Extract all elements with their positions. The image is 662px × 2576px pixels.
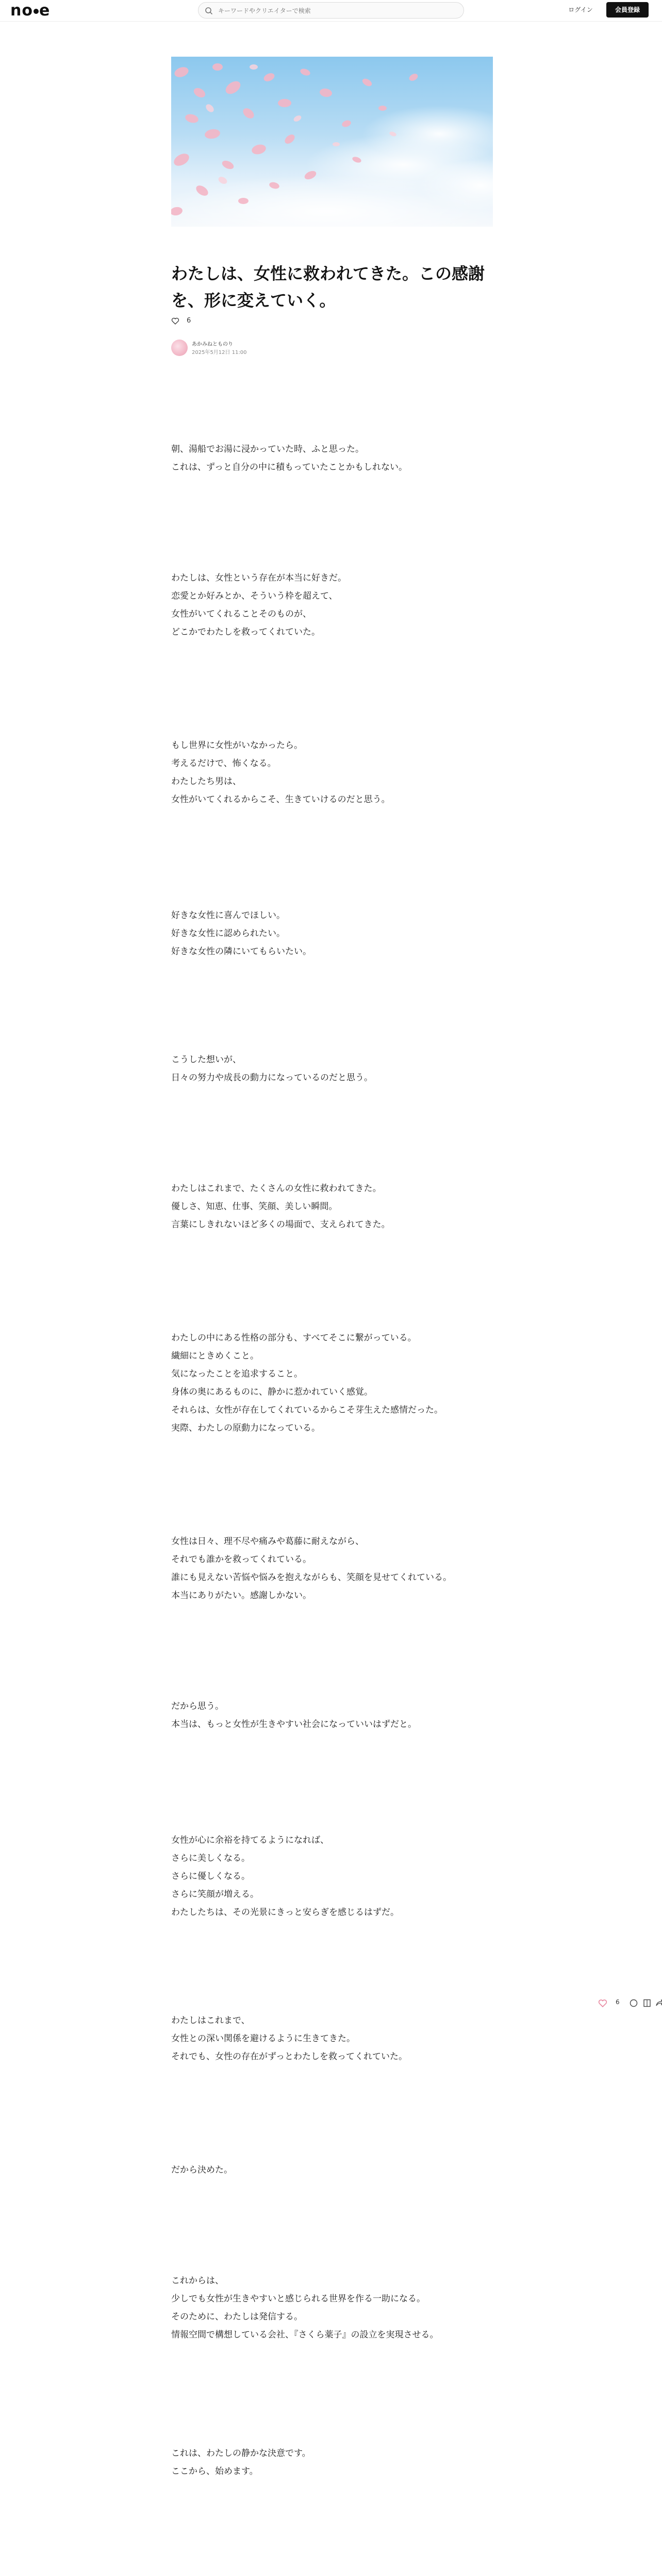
paragraph-line: わたしたち男は、 [171,776,241,787]
paragraph-line: これは、ずっと自分の中に積もっていたことかもしれない。 [171,462,407,472]
article-paragraph [171,1051,493,1087]
article-paragraph [171,737,493,809]
paragraph-line: こうした想いが、 [171,1055,241,1065]
article-paragraph [171,2272,493,2344]
paragraph-line: 誰にも見えない苦悩や悩みを抱えながらも、笑顔を見せてくれている。 [171,1572,452,1583]
paragraph-line: これからは、 [171,2276,224,2286]
bookmark-icon[interactable] [642,1998,652,2008]
paragraph-line: だから思う。 [171,1701,224,1711]
paragraph-line: さらに美しくなる。 [171,1853,250,1863]
paragraph-line: 本当は、もっと女性が生きやすい社会になっていいはずだと。 [171,1719,417,1730]
paragraph-line: 女性は日々、理不尽や痛みや葛藤に耐えながら、 [171,1536,364,1547]
hero-image-cherry-blossoms-sky [171,57,493,227]
paragraph-line: 日々の努力や成長の動力になっているのだと思う。 [171,1073,373,1083]
paragraph-line: 恋愛とか好みとか、そういう枠を超えて、 [171,591,338,601]
article-paragraph [171,1180,493,1234]
paragraph-line: 考えるだけで、怖くなる。 [171,758,276,769]
paragraph-line: それでも、女性の存在がずっとわたしを救ってくれていた。 [171,2052,407,2062]
paragraph-line: 好きな女性に認められたい。 [171,928,285,939]
article-paragraph [171,2012,493,2066]
floating-like-heart-icon[interactable] [598,1998,607,2008]
paragraph-line: 実際、わたしの原動力になっている。 [171,1423,320,1433]
paragraph-line: 女性がいてくれるからこそ、生きていけるのだと思う。 [171,794,390,805]
search-input[interactable] [218,6,455,16]
paragraph-line: それらは、女性が存在してくれているからこそ芽生えた感情だった。 [171,1405,443,1415]
paragraph-line: 身体の奥にあるものに、静かに惹かれていく感覚。 [171,1387,373,1397]
paragraph-line: わたしの中にある性格の部分も、すべてそこに繋がっている。 [171,1333,417,1343]
heart-icon[interactable] [171,317,179,325]
paragraph-line: わたしたちは、その光景にきっと安らぎを感じるはずだ。 [171,1907,399,1918]
note-logo[interactable]: no e [10,2,51,20]
paragraph-line: それでも誰かを救ってくれている。 [171,1554,311,1565]
article-paragraph [171,440,493,477]
paragraph-line: 本当にありがたい。感謝しかない。 [171,1590,311,1601]
article-paragraph [171,1698,493,1734]
publish-date: 2025年5月12日 11:00 [192,350,247,355]
paragraph-line: 少しでも女性が生きやすいと感じられる世界を作る一助になる。 [171,2294,425,2304]
paragraph-line: 好きな女性の隣にいてもらいたい。 [171,946,311,957]
paragraph-line: さらに笑顔が増える。 [171,1889,259,1900]
article-paragraph [171,569,493,641]
article-title: わたしは、女性に救われてきた。この感謝を、形に変えていく。 [171,264,485,310]
paragraph-line: わたしは、女性という存在が本当に好きだ。 [171,573,346,583]
paragraph-line: 情報空間で構想している会社、『さくら薬子』の設立を実現させる。 [171,2330,439,2340]
paragraph-line: 言葉にしきれないほど多くの場面で、支えられてきた。 [171,1219,390,1230]
paragraph-line: 朝、湯船でお湯に浸かっていた時、ふと思った。 [171,444,364,454]
paragraph-line: もし世界に女性がいなかったら。 [171,740,303,751]
article-paragraph [171,2161,493,2179]
share-icon[interactable] [655,1998,662,2008]
paragraph-line: だから決めた。 [171,2165,233,2175]
comment-icon[interactable] [629,1998,638,2008]
paragraph-line: さらに優しくなる。 [171,1871,250,1882]
paragraph-line: 女性との深い関係を避けるように生きてきた。 [171,2033,355,2044]
search-bar[interactable] [198,2,464,19]
paragraph-line: 女性がいてくれることそのものが、 [171,609,311,619]
floating-action-bar [598,1996,662,2012]
author-avatar[interactable] [171,340,188,356]
article-paragraph [171,2445,493,2481]
search-icon [205,7,213,15]
paragraph-line: これは、わたしの静かな決意です。 [171,2448,311,2459]
author-info[interactable] [171,337,377,358]
paragraph-line: どこかでわたしを救ってくれていた。 [171,627,320,637]
author-name[interactable]: あかみねとものり [192,342,233,347]
top-header [0,0,662,22]
paragraph-line: わたしはこれまで、 [171,2015,250,2026]
article-paragraph [171,1329,493,1437]
signup-button[interactable]: 会員登録 [606,2,649,18]
paragraph-line: 気になったことを追求すること。 [171,1369,303,1379]
article-paragraph [171,907,493,961]
paragraph-line: わたしはこれまで、たくさんの女性に救われてきた。 [171,1183,382,1194]
floating-like-count: 6 [616,1998,620,2006]
paragraph-line: 優しさ、知恵、仕事、笑顔、美しい瞬間。 [171,1201,338,1212]
article-paragraph [171,1832,493,1922]
paragraph-line: そのために、わたしは発信する。 [171,2312,303,2322]
cherry-petals-illustration [171,57,493,227]
login-button[interactable]: ログイン [568,6,593,13]
paragraph-line: ここから、始めます。 [171,2466,258,2477]
article-paragraph [171,1533,493,1605]
like-count: 6 [187,317,191,325]
paragraph-line: 女性が心に余裕を持てるようになれば、 [171,1835,329,1845]
paragraph-line: 好きな女性に喜んでほしい。 [171,910,285,921]
paragraph-line: 繊細にときめくこと。 [171,1351,259,1361]
